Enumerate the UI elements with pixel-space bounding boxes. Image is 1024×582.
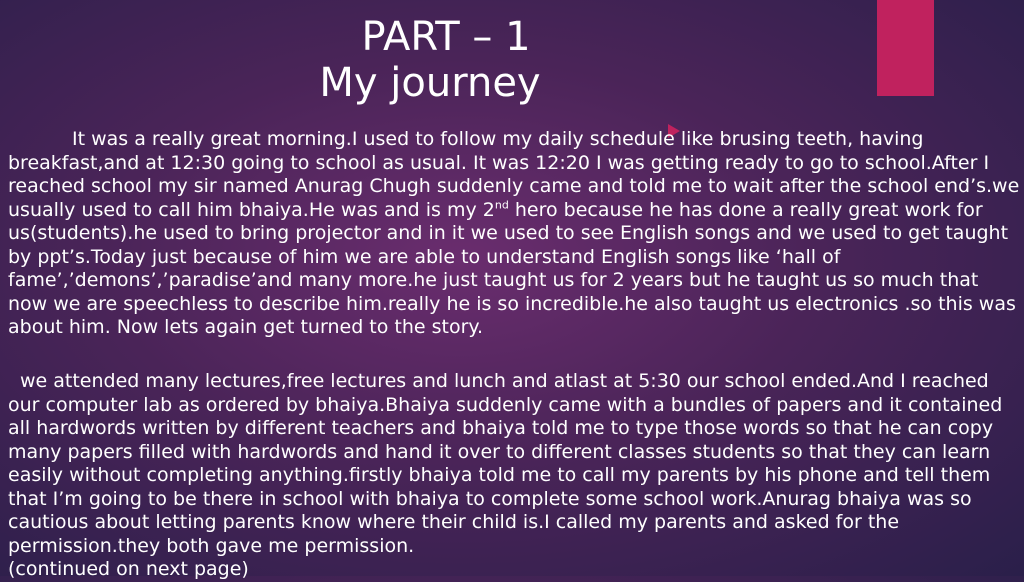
paragraph-1 [8, 128, 1022, 340]
paragraph-2 [8, 370, 1022, 582]
paragraph-2-text: we attended many lectures,free lectures and lunch and atlast at 5:30 our school ended.And I reached our computer lab as ordered by bhaiya.Bhaiya suddenly came with a bundles of papers and it contained all hardwords written by different teachers and bhaiya told me to type those words so that he can copy many papers filled with hardwords and hand it over to different classes students so that they can learn easily without completing anything.firstly bhaiya told me to call my parents by his phone and tell them that I’m going to be there in school with bhaiya to complete some school work.Anurag bhaiya was so cautious about letting parents know where their child is.I called my parents and asked for the permission.they both gave me permission. [8, 370, 1003, 557]
ordinal-suffix: nd [494, 198, 509, 212]
continued-note: (continued on next page) [8, 558, 249, 580]
title-subtitle: My journey [319, 60, 541, 106]
slide-title [0, 14, 860, 106]
title-part: PART – 1 [361, 14, 531, 60]
paragraph-1-text-b: hero because he has done a really great work for us(students).he used to bring projector and in it we used to see English songs and we used to get taught by ppt’s.Today just because of him we are able to understand English songs like ‘hall of fame’,’demons’,’paradise’and many more.he just taught us for 2 years but he taught us so much that now we are speechless to describe him.really he is so incredible.he also taught us electronics .so this was about him. Now lets again get turned to the story. [8, 198, 1016, 338]
paragraph-1-text-a: It was a really great morning.I used to follow my daily schedule like brusing teeth, having breakfast,and at 12:30 going to school as usual. It was 12:20 I was getting ready to go to school.After I reached school my sir named Anurag Chugh suddenly came and told me to wait after the school end’s.we usually used to call him bhaiya.He was and is my 2 [8, 128, 1020, 221]
accent-bar [877, 0, 934, 96]
